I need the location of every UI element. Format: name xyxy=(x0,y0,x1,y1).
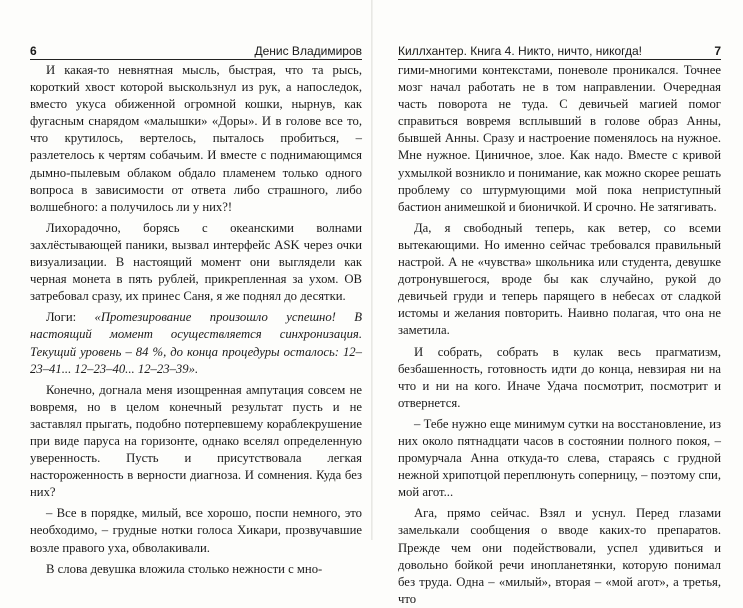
paragraph-continuation: гими-многими контекстами, поневоле проникался. Точнее мозг начал работать не в том направлении. Очередная часть поворота не туда. С девичьей магией помог справиться вовремя всплывший в голове образ Анны, бывшей Анны. Сразу и настроение поменялось на нужное. Мне нужное. Циничное, злое. Как надо. Вместе с кривой ухмылкой возникло и понимание, как можно скорее решать проблему со штурмующими мой пока неприступный бастион анимешкой и бионичкой. И срочно. Не затягивать. xyxy=(398,63,721,214)
system-log-message xyxy=(30,309,362,377)
paragraph: – Все в порядке, милый, все хорошо, поспи немного, это необходимо, – грудные нотки голоса Хикари, прозвучавшие возле правого уха, обволакивали. xyxy=(30,506,362,555)
paragraph: Конечно, догнала меня изощренная ампутация совсем не вовремя, но в целом конечный результат пусть и не заставлял прыгать, подобно потерпевшему кораблекрушение при виде паруса на горизонте, однако вселял определенную уверенность. Пусть и присутствовала легкая настороженность в верности диагноза. И сомнения. Куда без них? xyxy=(30,382,362,500)
right-page-text xyxy=(398,62,721,608)
left-page-text xyxy=(30,62,362,578)
system-log-text: «Протезирование произошло успешно! В настоящий момент осуществляется синхронизация. Текущий уровень – 84 %, до конца процедуры осталось: 12–23–41... 12–23–40... 12–23–39». xyxy=(30,310,363,376)
running-head-right xyxy=(398,43,721,60)
paragraph: И собрать, собрать в кулак весь прагматизм, безбашенность, готовность идти до конца, невзирая ни на что и ни на кого. Иначе Удача посмотрит, посмотрит и отвернется. xyxy=(398,344,721,410)
left-page xyxy=(0,0,372,576)
running-head-author: Денис Владимиров xyxy=(254,44,362,58)
running-head-left xyxy=(30,43,362,60)
paragraph: – Тебе нужно еще минимум сутки на восстановление, из них около пятнадцати часов в состоянии полного покоя, – промурчала Анна откуда-то слева, стараясь с грудной нежной хрипотцой переплюнуть соперницу, – поэтому спи, мой агот... xyxy=(398,416,721,500)
paragraph: И какая-то невнятная мысль, быстрая, что та рысь, короткий хвост которой выскользнул из рук, а напоследок, вместо укуса обиженной огромной кошки, нырнув, как фугасным снарядом «малышки» «Доры». И в голове все то, что крутилось, вертелось, пыталось пробиться, – разлетелось к чертям собачьим. И вместе с поднимающимся дымно-пылевым облаком обдало пламенем только одного вопроса в зависимости от ответа либо страшного, либо волшебного: а получилось ли у них?! xyxy=(30,63,362,214)
page-number-left: 6 xyxy=(30,44,37,58)
paragraph: Лихорадочно, борясь с океанскими волнами захлёстывающей паники, вызвал интерфейс ASK через очки визуализации. В настоящий момент они выглядели как черная монета в пять рублей, прикрепленная за ухом. ОВ затребовал сразу, их принес Саня, я же поднял до десятки. xyxy=(30,220,362,304)
paragraph: Ага, прямо сейчас. Взял и уснул. Перед глазами замелькали сообщения о вводе каких-то препаратов. Прежде чем они подействовали, успел удивиться и довольно бойкой речи инопланетянки, которую понимал без труда. Одна – «милый», вторая – «мой агот», а третья, что xyxy=(398,506,721,606)
system-log-label: Логи: xyxy=(46,310,77,325)
paragraph: В слова девушка вложила столько нежности с мно- xyxy=(46,561,323,576)
paragraph: Да, я свободный теперь, как ветер, со всеми вытекающими. Но именно сейчас требовался правильный настрой. А не «чувства» школьника или студента, девушке дотронувшегося, вроде бы как случайно, рукой до девичьей груди и теперь парящего в небесах от сладкой истомы и желания повторить. Наивно полагая, что она не заметила. xyxy=(398,220,721,338)
running-head-book-title: Киллхантер. Книга 4. Никто, ничто, никогда! xyxy=(398,44,643,58)
right-page xyxy=(372,0,743,606)
page-number-right: 7 xyxy=(714,44,721,58)
